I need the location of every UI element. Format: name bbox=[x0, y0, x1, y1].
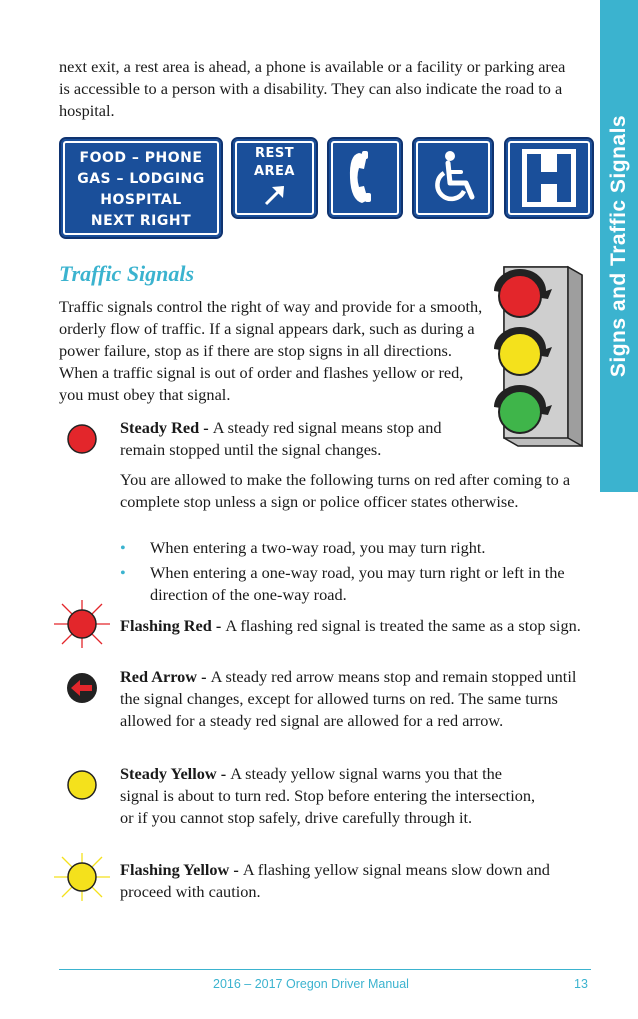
phone-sign bbox=[327, 137, 403, 219]
diagonal-arrow-icon bbox=[263, 183, 287, 207]
bullet-text: When entering a one-way road, you may turn right or left in the direction of the one-way road. bbox=[150, 563, 565, 604]
steady-red-signal-icon bbox=[64, 421, 100, 457]
food-sign-line: NEXT RIGHT bbox=[90, 213, 192, 229]
flashing-red-signal-icon bbox=[50, 600, 114, 648]
rest-area-sign bbox=[231, 137, 318, 219]
food-phone-gas-sign bbox=[59, 137, 223, 239]
entry-title: Flashing Red - bbox=[120, 616, 226, 635]
rest-sign-line: REST bbox=[254, 146, 295, 161]
steady-yellow-entry bbox=[120, 763, 540, 829]
footer-manual-title: 2016 – 2017 Oregon Driver Manual bbox=[213, 977, 409, 991]
section-title: Traffic Signals bbox=[59, 261, 195, 286]
hospital-h-icon bbox=[506, 139, 592, 217]
entry-text: A steady red signal means stop and remain stopped until the signal changes. bbox=[120, 418, 442, 459]
steady-yellow-signal-icon bbox=[64, 767, 100, 803]
bullet-marker: • bbox=[120, 563, 126, 582]
bullet-marker: • bbox=[120, 538, 126, 557]
entry-title: Steady Yellow - bbox=[120, 764, 231, 783]
flashing-yellow-entry bbox=[120, 859, 585, 903]
entry-text: A steady red arrow means stop and remain stopped until the signal changes, except for allowed turns on red. The same turns allowed for a steady red signal are allowed for a red arrow. bbox=[120, 667, 577, 730]
entry-text: A flashing yellow signal means slow down and proceed with caution. bbox=[120, 860, 550, 901]
traffic-light-illustration bbox=[484, 263, 586, 448]
entry-text: You are allowed to make the following turns on red after coming to a complete stop unless a sign or police officer states otherwise. bbox=[120, 470, 571, 511]
steady-red-entry bbox=[120, 417, 470, 461]
entry-title: Flashing Yellow - bbox=[120, 860, 243, 879]
section-side-tab bbox=[600, 0, 638, 492]
entry-text: A steady yellow signal warns you that the signal is about to turn red. Stop before entering the intersection, or if you cannot stop safely, drive carefully through it. bbox=[120, 764, 536, 827]
phone-icon bbox=[329, 139, 401, 217]
accessible-parking-sign bbox=[412, 137, 494, 219]
wheelchair-icon bbox=[414, 139, 492, 217]
entry-title: Red Arrow - bbox=[120, 667, 211, 686]
footer-divider bbox=[59, 969, 591, 970]
hospital-sign bbox=[504, 137, 594, 219]
service-signs-row bbox=[59, 137, 589, 237]
entry-title: Steady Red - bbox=[120, 418, 213, 437]
red-arrow-entry bbox=[120, 666, 585, 732]
food-sign-line: HOSPITAL bbox=[100, 192, 182, 208]
flashing-red-entry bbox=[120, 615, 585, 637]
bullet-text: When entering a two-way road, you may turn right. bbox=[150, 538, 486, 557]
entry-text: A flashing red signal is treated the same as a stop sign. bbox=[225, 616, 581, 635]
food-sign-line: FOOD – PHONE bbox=[79, 150, 203, 166]
red-arrow-signal-icon bbox=[64, 670, 100, 706]
food-sign-line: GAS – LODGING bbox=[77, 171, 205, 187]
flashing-yellow-signal-icon bbox=[50, 853, 114, 901]
side-tab-label: Signs and Traffic Signals bbox=[607, 114, 630, 378]
turn-on-red-paragraph bbox=[120, 469, 585, 513]
rest-sign-line: AREA bbox=[253, 164, 295, 179]
signals-intro-paragraph: Traffic signals control the right of way and provide for a smooth, orderly flow of traffic. If a signal appears dark, such as during a power failure, stop as if there are stop signs in all directions. When a traffic signal is out of order and flashes yellow or red, you must obey that signal. bbox=[59, 297, 483, 404]
intro-paragraph: next exit, a rest area is ahead, a phone is available or a facility or parking area is accessible to a person with a disability. They can also indicate the road to a hospital. bbox=[59, 57, 566, 120]
page-number: 13 bbox=[574, 977, 588, 991]
bullet-item bbox=[120, 537, 580, 559]
bullet-item bbox=[120, 562, 580, 606]
